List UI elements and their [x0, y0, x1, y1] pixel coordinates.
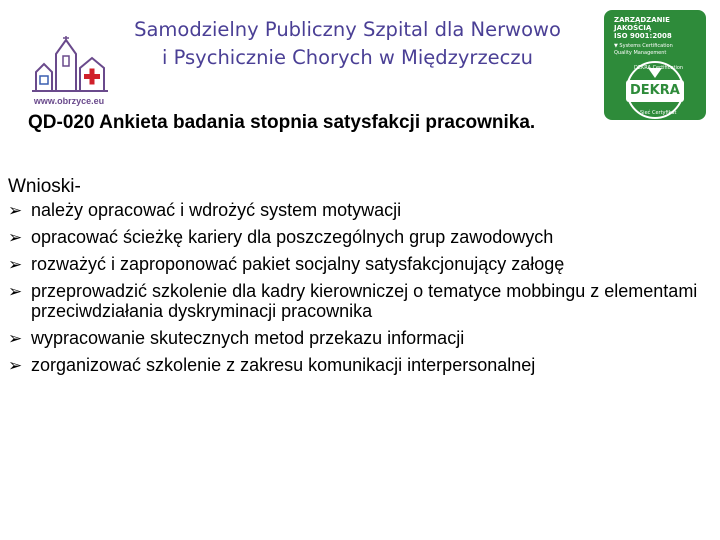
arrow-bullet-icon: ➢	[8, 201, 23, 221]
arrow-bullet-icon: ➢	[8, 228, 23, 248]
arrow-bullet-icon: ➢	[8, 255, 23, 275]
list-item-text: przeprowadzić szkolenie dla kadry kierowniczej o tematyce mobbingu z elementami przeciwdziałania dyskryminacji pracownika	[31, 281, 698, 321]
list-item-text: opracować ścieżkę kariery dla poszczególnych grup zawodowych	[31, 227, 554, 247]
badge-line-2: JAKOŚCIĄ	[614, 24, 652, 32]
arrow-bullet-icon: ➢	[8, 282, 23, 302]
logo-url-text: www.obrzyce.eu	[33, 96, 105, 106]
certificate-badge	[604, 10, 706, 120]
arrow-bullet-icon: ➢	[8, 356, 23, 376]
badge-ring-text: DEKRA Certification	[634, 65, 684, 71]
badge-bottom-text: Sieć Certyfikat	[640, 110, 677, 116]
list-item-text: należy opracować i wdrożyć system motywacji	[31, 200, 402, 220]
conclusions-heading: Wnioski-	[8, 176, 81, 197]
badge-line-3: ISO 9001:2008	[614, 32, 672, 40]
list-item	[8, 227, 708, 247]
badge-line-1: ZARZĄDZANIE	[614, 16, 670, 24]
list-item	[8, 355, 708, 375]
badge-line-5: Quality Management	[614, 50, 667, 56]
list-item	[8, 328, 708, 348]
badge-brand: DEKRA	[630, 83, 680, 98]
header-line-1: Samodzielny Publiczny Szpital dla Nerwowo	[134, 18, 561, 41]
arrow-bullet-icon: ➢	[8, 329, 23, 349]
badge-line-4: ▼ Systems Certification	[614, 43, 673, 49]
list-item	[8, 200, 708, 220]
page-header	[100, 16, 595, 72]
header-line-2: i Psychicznie Chorych w Międzyrzeczu	[161, 46, 533, 69]
list-item-text: wypracowanie skutecznych metod przekazu informacji	[31, 328, 465, 348]
list-item	[8, 281, 708, 321]
list-item-text: zorganizować szkolenie z zakresu komunikacji interpersonalnej	[31, 355, 536, 375]
conclusions-list	[8, 200, 708, 382]
list-item	[8, 254, 708, 274]
list-item-text: rozważyć i zaproponować pakiet socjalny satysfakcjonujący załogę	[31, 254, 565, 274]
document-subtitle: QD-020 Ankieta badania stopnia satysfakcji pracownika.	[28, 112, 536, 133]
